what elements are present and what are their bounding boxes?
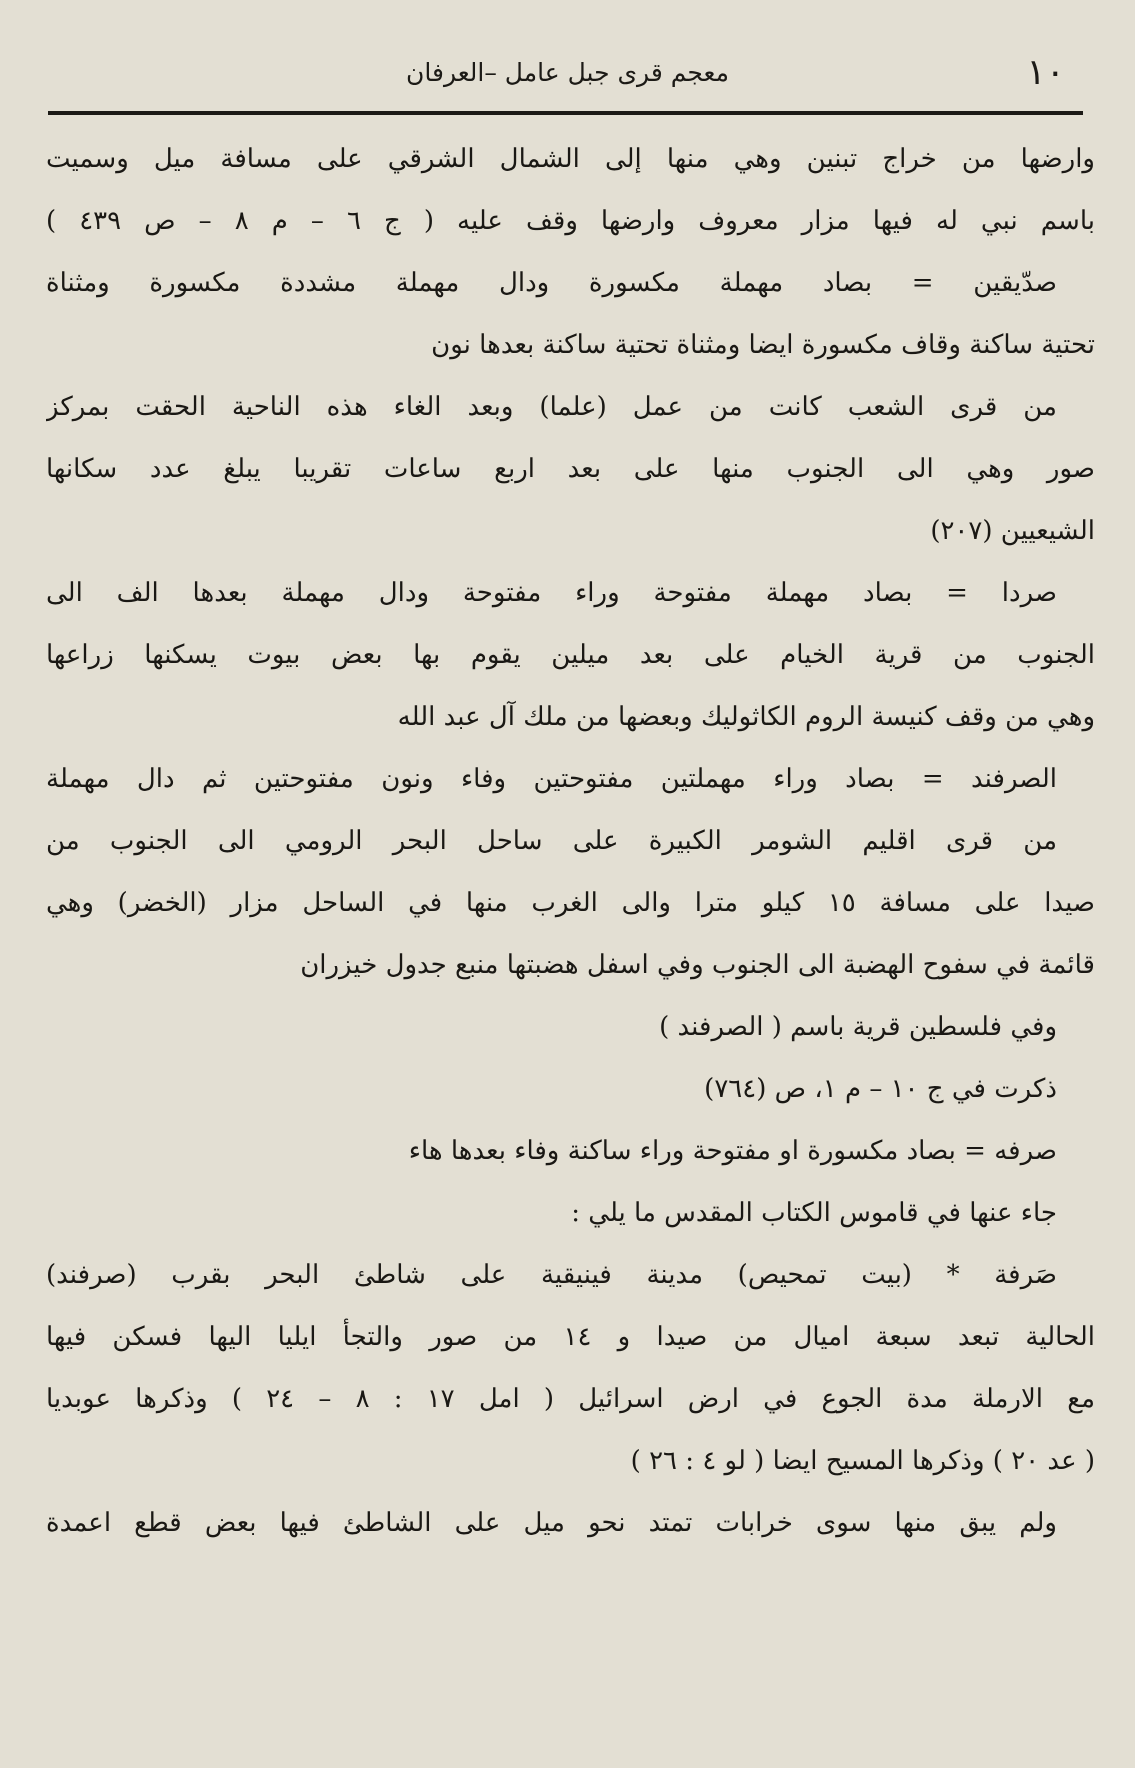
text-line: تحتية ساكنة وقاف مكسورة ايضا ومثناة تحتية ساكنة بعدها نون xyxy=(431,330,1095,360)
text-line: جاء عنها في قاموس الكتاب المقدس ما يلي : xyxy=(571,1198,1057,1228)
header-rule xyxy=(48,111,1083,115)
text-line: صور وهي الى الجنوب منها على بعد اربع ساعات تقريبا يبلغ عدد سكانها xyxy=(46,454,1095,484)
text-line: الصرفند = بصاد وراء مهملتين مفتوحتين وفاء ونون مفتوحتين ثم دال مهملة xyxy=(46,764,1057,794)
text-line: الشيعيين (٢٠٧) xyxy=(930,516,1095,546)
body-text xyxy=(46,128,1095,1554)
text-line: صدّيقين = بصاد مهملة مكسورة ودال مهملة مشددة مكسورة ومثناة xyxy=(46,268,1057,298)
text-line: وارضها من خراج تبنين وهي منها إلى الشمال الشرقي على مسافة ميل وسميت xyxy=(46,144,1095,174)
text-line: ذكرت في ج ١٠ – م ١، ص (٧٦٤) xyxy=(704,1074,1057,1104)
text-line: مع الارملة مدة الجوع في ارض اسرائيل ( امل ١٧ : ٨ – ٢٤ ) وذكرها عوبديا xyxy=(46,1384,1095,1414)
text-line: الحالية تبعد سبعة اميال من صيدا و ١٤ من صور والتجأ ايليا اليها فسكن فيها xyxy=(46,1322,1095,1352)
text-line: صرفه = بصاد مكسورة او مفتوحة وراء ساكنة وفاء بعدها هاء xyxy=(408,1136,1057,1166)
text-line: صردا = بصاد مهملة مفتوحة وراء مفتوحة ودال مهملة بعدها الف الى xyxy=(46,578,1057,608)
page-header xyxy=(50,48,1085,104)
text-line: باسم نبي له فيها مزار معروف وارضها وقف عليه ( ج ٦ – م ٨ – ص ٤٣٩ ) xyxy=(46,206,1095,236)
text-line: صيدا على مسافة ١٥ كيلو مترا والى الغرب منها في الساحل مزار (الخضر) وهي xyxy=(46,888,1095,918)
text-line: وهي من وقف كنيسة الروم الكاثوليك وبعضها من ملك آل عبد الله xyxy=(397,702,1095,732)
text-line: صَرفة * (بيت تمحيص) مدينة فينيقية على شاطئ البحر بقرب (صرفند) xyxy=(46,1260,1057,1290)
text-line: قائمة في سفوح الهضبة الى الجنوب وفي اسفل هضبتها منبع جدول خيزران xyxy=(300,950,1095,980)
page-number: ١٠ xyxy=(1026,52,1065,93)
text-line: ولم يبق منها سوى خرابات تمتد نحو ميل على الشاطئ فيها بعض قطع اعمدة xyxy=(46,1508,1057,1538)
running-title: معجم قرى جبل عامل –العرفان xyxy=(406,58,729,87)
text-line: الجنوب من قرية الخيام على بعد ميلين يقوم بها بعض بيوت يسكنها زراعها xyxy=(46,640,1095,670)
text-line: وفي فلسطين قرية باسم ( الصرفند ) xyxy=(659,1012,1057,1042)
text-line: ( عد ٢٠ ) وذكرها المسيح ايضا ( لو ٤ : ٢٦ ) xyxy=(630,1446,1095,1476)
text-line: من قرى الشعب كانت من عمل (علما) وبعد الغاء هذه الناحية الحقت بمركز xyxy=(46,392,1057,422)
text-line: من قرى اقليم الشومر الكبيرة على ساحل البحر الرومي الى الجنوب من xyxy=(46,826,1057,856)
